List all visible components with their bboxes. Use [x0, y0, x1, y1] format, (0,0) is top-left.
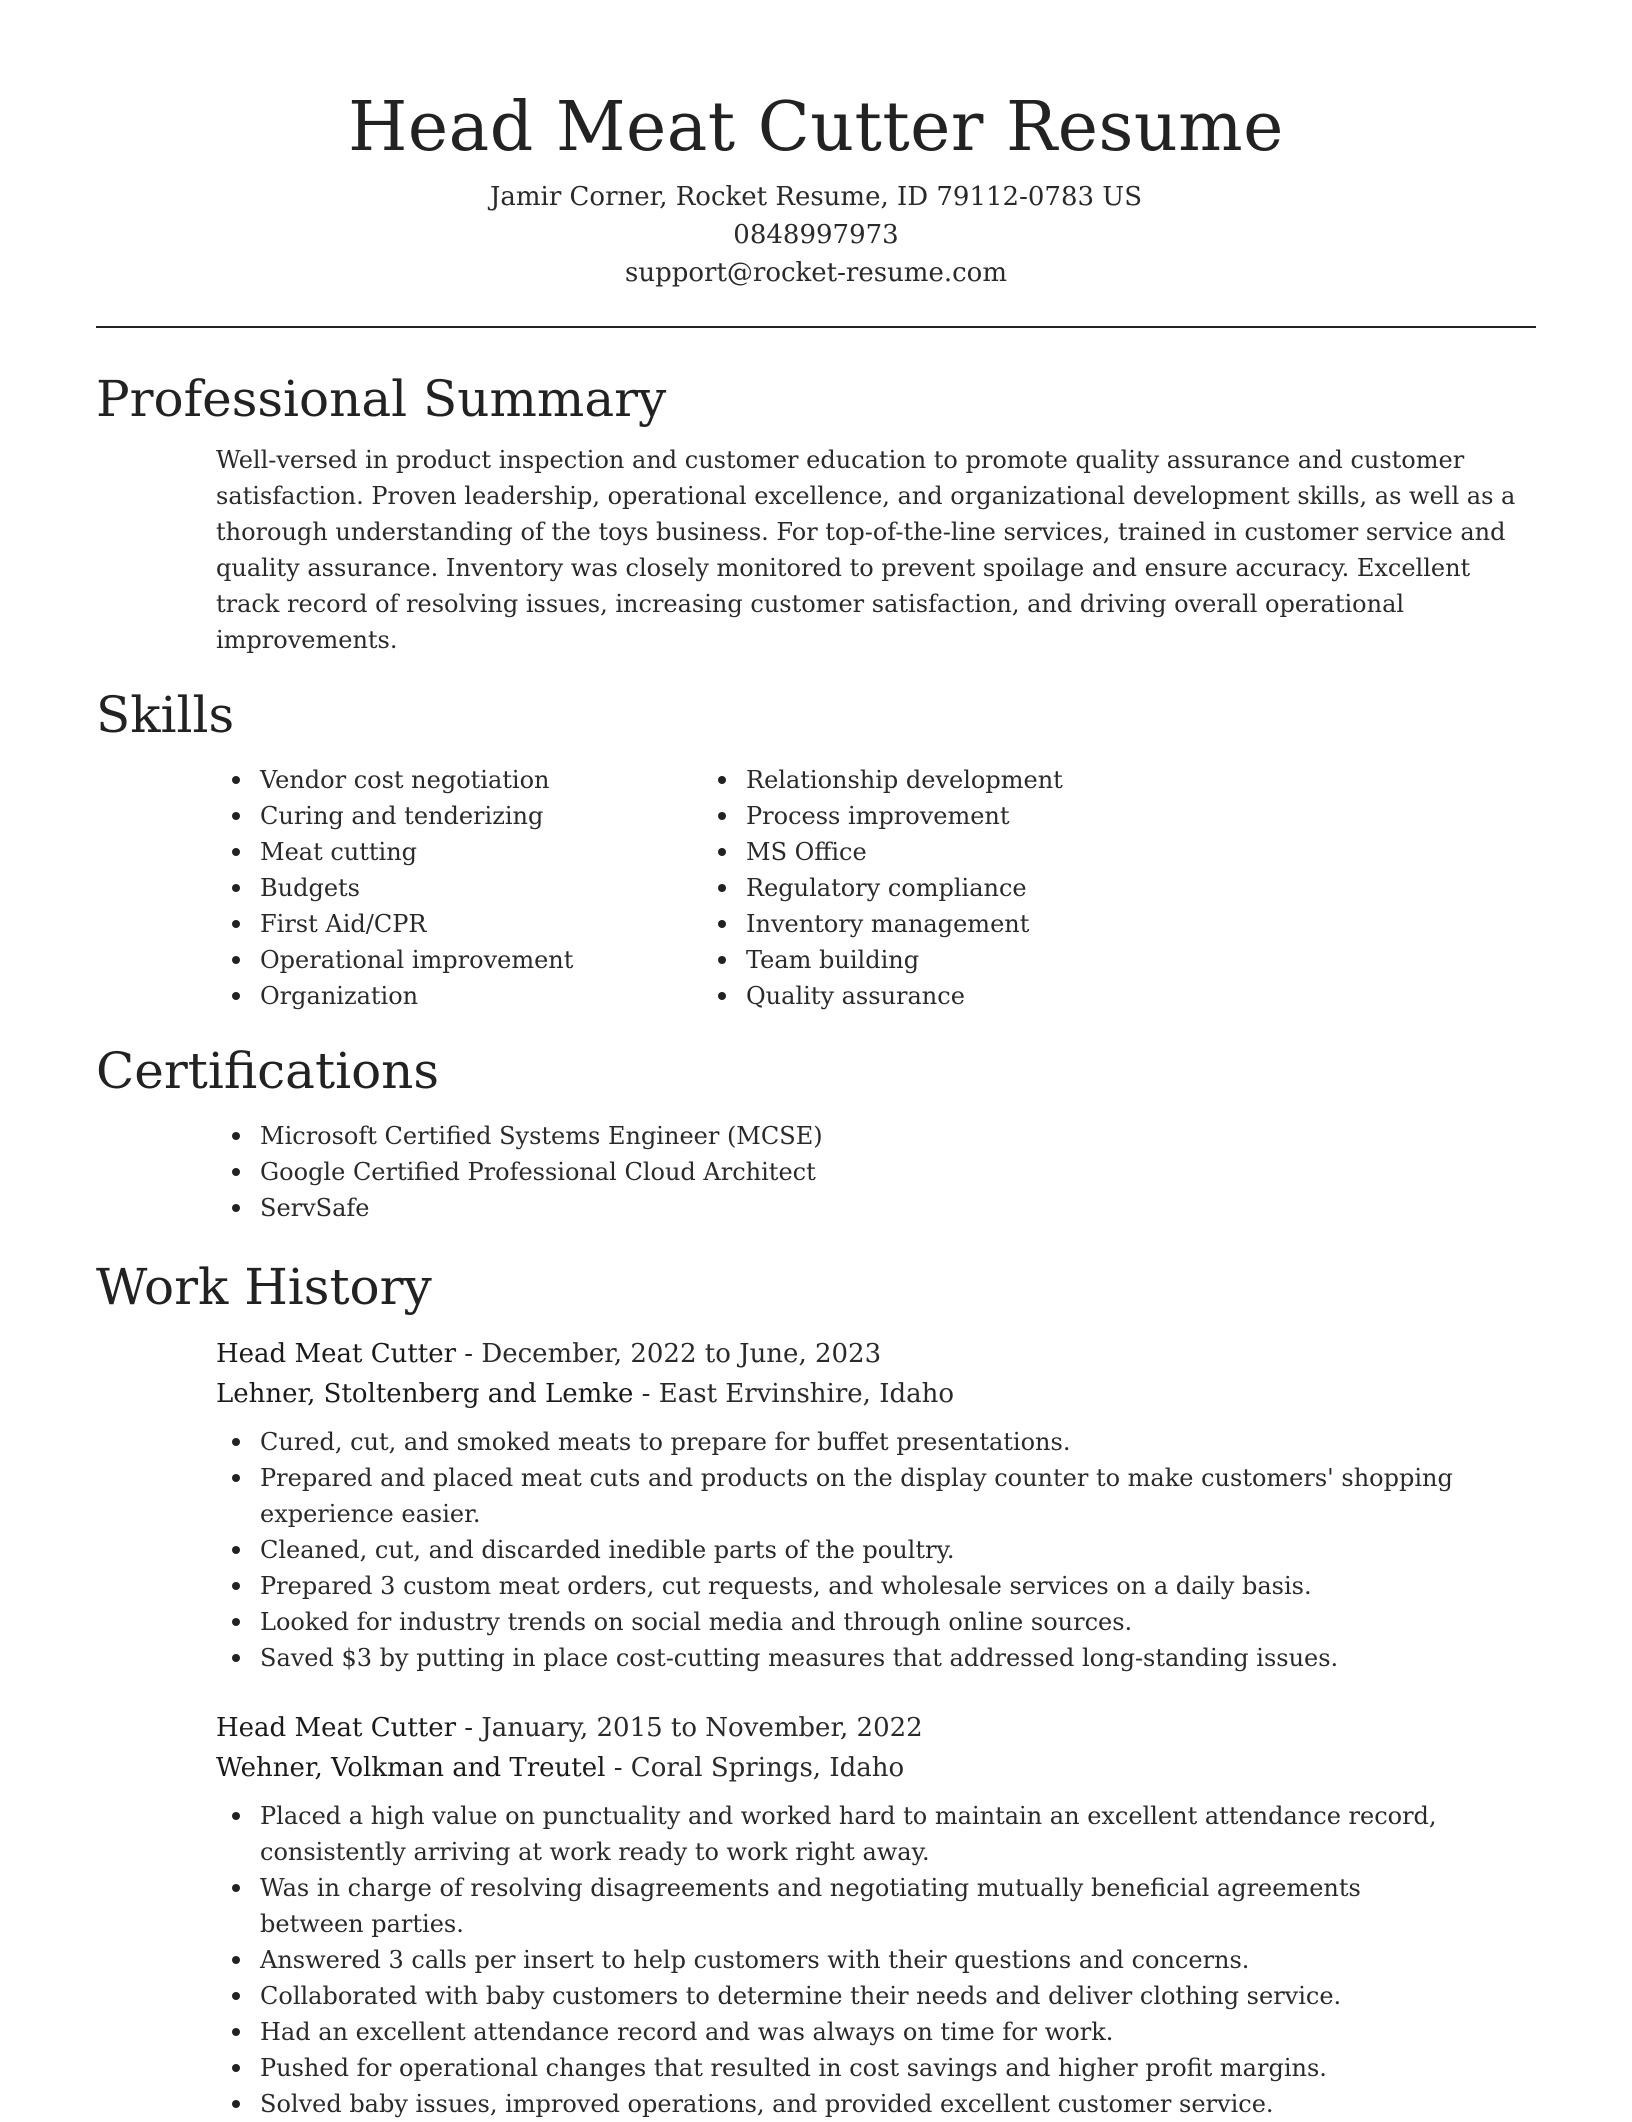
- certification-item: Microsoft Certified Systems Engineer (MCSE): [260, 1118, 1536, 1154]
- skills-column-left: [96, 762, 746, 1014]
- skills-column-right: [746, 762, 1446, 1014]
- certifications-list-wrap: [96, 1118, 1536, 1226]
- skill-item: Curing and tenderizing: [260, 798, 746, 834]
- job-company-line: Wehner, Volkman and Treutel - Coral Springs, Idaho: [216, 1753, 905, 1783]
- skills-columns: [96, 762, 1536, 1014]
- summary-heading: Professional Summary: [96, 370, 667, 428]
- job-duty-item: Looked for industry trends on social media and through online sources.: [260, 1604, 1460, 1640]
- skill-item: Team building: [746, 942, 1446, 978]
- job-dates: January, 2015 to November, 2022: [481, 1713, 923, 1743]
- certifications-section: [96, 1038, 1536, 1226]
- job-entry: [216, 1708, 1536, 2122]
- skill-item: Quality assurance: [746, 978, 1446, 1014]
- skill-item: Vendor cost negotiation: [260, 762, 746, 798]
- job-duty-item: Was in charge of resolving disagreements and negotiating mutually beneficial agreements between parties.: [260, 1870, 1460, 1942]
- certification-item: ServSafe: [260, 1190, 1536, 1226]
- job-duties-wrap: [216, 1424, 1536, 1676]
- resume-title: Head Meat Cutter Resume: [348, 88, 1284, 167]
- job-title: Head Meat Cutter: [216, 1713, 457, 1743]
- skill-item: Organization: [260, 978, 746, 1014]
- job-duty-item: Prepared 3 custom meat orders, cut requests, and wholesale services on a daily basis.: [260, 1568, 1460, 1604]
- skill-item: Budgets: [260, 870, 746, 906]
- summary-section: [96, 366, 1536, 658]
- job-duties-list: [216, 1424, 1536, 1676]
- job-duties-wrap: [216, 1798, 1536, 2122]
- job-duty-item: Pushed for operational changes that resulted in cost savings and higher profit margins.: [260, 2050, 1460, 2086]
- job-location: Coral Springs, Idaho: [630, 1753, 905, 1783]
- certifications-list: [96, 1118, 1536, 1226]
- contact-address: Jamir Corner, Rocket Resume, ID 79112-0783 US: [489, 182, 1143, 212]
- job-duty-item: Solved baby issues, improved operations, and provided excellent customer service.: [260, 2086, 1460, 2122]
- skill-item: MS Office: [746, 834, 1446, 870]
- job-duty-item: Answered 3 calls per insert to help customers with their questions and concerns.: [260, 1942, 1460, 1978]
- resume-header: [96, 0, 1536, 292]
- work-history-heading: Work History: [96, 1258, 432, 1316]
- job-duty-item: Placed a high value on punctuality and worked hard to maintain an excellent attendance record, consistently arriving at work ready to work right away.: [260, 1798, 1460, 1870]
- contact-block: [96, 178, 1536, 292]
- skill-item: Operational improvement: [260, 942, 746, 978]
- job-title: Head Meat Cutter: [216, 1339, 457, 1369]
- resume-page: [96, 0, 1536, 2122]
- summary-text: Well-versed in product inspection and customer education to promote quality assurance and customer satisfaction. Proven leadership, operational excellence, and organizational development skills, as well as a thorough understanding of the toys business. For top-of-the-line services, trained in customer service and quality assurance. Inventory was closely monitored to prevent spoilage and ensure accuracy. Excellent track record of resolving issues, increasing customer satisfaction, and driving overall operational improvements.: [216, 446, 1516, 654]
- skill-item: Relationship development: [746, 762, 1446, 798]
- job-company: Wehner, Volkman and Treutel: [216, 1753, 606, 1783]
- job-dates: December, 2022 to June, 2023: [481, 1339, 882, 1369]
- work-history-section: [96, 1254, 1536, 2122]
- skill-item: First Aid/CPR: [260, 906, 746, 942]
- job-entry: [216, 1334, 1536, 1676]
- job-title-line: Head Meat Cutter - December, 2022 to June, 2023: [216, 1339, 882, 1369]
- job-title-line: Head Meat Cutter - January, 2015 to November, 2022: [216, 1713, 923, 1743]
- certification-item: Google Certified Professional Cloud Architect: [260, 1154, 1536, 1190]
- job-company-line: Lehner, Stoltenberg and Lemke - East Ervinshire, Idaho: [216, 1379, 955, 1409]
- job-duty-item: Cured, cut, and smoked meats to prepare for buffet presentations.: [260, 1424, 1460, 1460]
- contact-phone: 0848997973: [733, 220, 899, 250]
- skill-item: Regulatory compliance: [746, 870, 1446, 906]
- certifications-heading: Certifications: [96, 1042, 440, 1100]
- job-duty-item: Cleaned, cut, and discarded inedible parts of the poultry.: [260, 1532, 1460, 1568]
- skills-heading: Skills: [96, 686, 235, 744]
- job-duty-item: Had an excellent attendance record and was always on time for work.: [260, 2014, 1460, 2050]
- job-duties-list: [216, 1798, 1536, 2122]
- skill-item: Meat cutting: [260, 834, 746, 870]
- job-company: Lehner, Stoltenberg and Lemke: [216, 1379, 634, 1409]
- job-duty-item: Saved $3 by putting in place cost-cutting measures that addressed long-standing issues.: [260, 1640, 1460, 1676]
- contact-email: support@rocket-resume.com: [624, 258, 1007, 288]
- job-duty-item: Collaborated with baby customers to determine their needs and deliver clothing service.: [260, 1978, 1460, 2014]
- header-divider: [96, 326, 1536, 328]
- job-location: East Ervinshire, Idaho: [658, 1379, 955, 1409]
- skills-section: [96, 682, 1536, 1014]
- skill-item: Process improvement: [746, 798, 1446, 834]
- job-duty-item: Prepared and placed meat cuts and products on the display counter to make customers' shopping experience easier.: [260, 1460, 1460, 1532]
- skill-item: Inventory management: [746, 906, 1446, 942]
- skills-list-right: [746, 762, 1446, 1014]
- skills-list-left: [96, 762, 746, 1014]
